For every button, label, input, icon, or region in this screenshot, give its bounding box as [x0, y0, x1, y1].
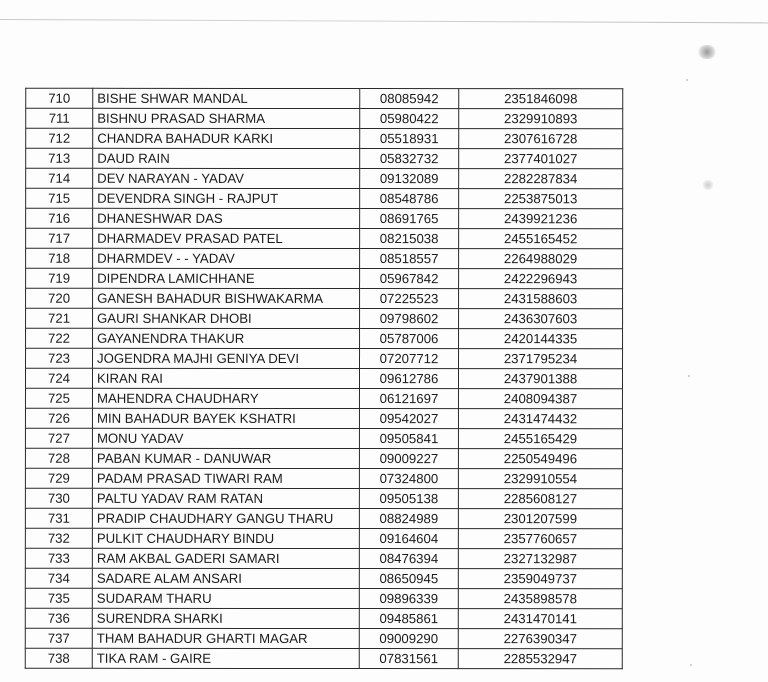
- code-cell: 09009227: [359, 449, 458, 469]
- serial-number-cell: 718: [26, 248, 93, 268]
- number-cell: 2455165429: [458, 429, 622, 449]
- name-cell: THAM BAHADUR GHARTI MAGAR: [92, 628, 359, 648]
- name-cell: PRADIP CHAUDHARY GANGU THARU: [92, 508, 359, 528]
- table-row: [25, 528, 622, 549]
- serial-number-cell: 736: [25, 608, 92, 628]
- code-cell: 08518557: [360, 249, 459, 269]
- table-row: [25, 388, 622, 409]
- table-row: [25, 568, 622, 589]
- name-cell: DEV NARAYAN - YADAV: [93, 168, 360, 188]
- serial-number-cell: 719: [26, 268, 93, 288]
- table-row: [26, 88, 623, 109]
- table-row: [26, 228, 623, 249]
- number-cell: 2408094387: [458, 389, 622, 409]
- number-cell: 2455165452: [459, 229, 623, 249]
- serial-number-cell: 733: [25, 548, 92, 568]
- serial-number-cell: 737: [25, 628, 92, 648]
- table-row: [25, 368, 622, 389]
- code-cell: 06121697: [359, 389, 458, 409]
- table-row: [25, 428, 622, 449]
- name-cell: SURENDRA SHARKI: [92, 608, 359, 628]
- name-cell: DAUD RAIN: [93, 148, 360, 168]
- name-cell: PULKIT CHAUDHARY BINDU: [92, 528, 359, 548]
- code-cell: 05967842: [360, 269, 459, 289]
- serial-number-cell: 726: [25, 408, 92, 428]
- number-cell: 2431474432: [458, 409, 622, 429]
- scan-speck: [690, 664, 692, 666]
- code-cell: 08650945: [359, 569, 458, 589]
- serial-number-cell: 722: [26, 328, 93, 348]
- number-cell: 2371795234: [459, 349, 623, 369]
- table-row: [25, 448, 622, 469]
- number-cell: 2436307603: [459, 309, 623, 329]
- name-cell: GAURI SHANKAR DHOBI: [93, 308, 360, 328]
- serial-number-cell: 738: [25, 648, 92, 668]
- code-cell: 07225523: [360, 289, 459, 309]
- serial-number-cell: 721: [26, 308, 93, 328]
- serial-number-cell: 713: [26, 148, 93, 168]
- code-cell: 08085942: [360, 89, 459, 109]
- name-cell: PABAN KUMAR - DANUWAR: [92, 448, 359, 468]
- name-cell: DEVENDRA SINGH - RAJPUT: [93, 188, 360, 208]
- name-cell: SADARE ALAM ANSARI: [92, 568, 359, 588]
- scan-page-edge: [0, 19, 768, 23]
- table-row: [26, 188, 623, 209]
- serial-number-cell: 729: [25, 468, 92, 488]
- code-cell: 07831561: [359, 649, 458, 669]
- code-cell: 08824989: [359, 509, 458, 529]
- code-cell: 09612786: [359, 369, 458, 389]
- name-cell: DHARMADEV PRASAD PATEL: [93, 228, 360, 248]
- code-cell: 08548786: [360, 189, 459, 209]
- code-cell: 09896339: [359, 589, 458, 609]
- table-row: [26, 168, 623, 189]
- name-cell: KIRAN RAI: [92, 368, 359, 388]
- table-row: [25, 548, 622, 569]
- serial-number-cell: 727: [25, 428, 92, 448]
- table-row: [25, 508, 622, 529]
- number-cell: 2420144335: [459, 329, 623, 349]
- serial-number-cell: 730: [25, 488, 92, 508]
- table-row: [25, 648, 622, 669]
- table-row: [26, 288, 623, 309]
- code-cell: 09164604: [359, 529, 458, 549]
- table-row: [25, 628, 622, 649]
- serial-number-cell: 734: [25, 568, 92, 588]
- number-cell: 2359049737: [458, 569, 622, 589]
- table-row: [26, 248, 623, 269]
- name-cell: GANESH BAHADUR BISHWAKARMA: [93, 288, 360, 308]
- number-cell: 2431588603: [459, 289, 623, 309]
- table-row: [26, 268, 623, 289]
- table-row: [25, 488, 622, 509]
- number-cell: 2253875013: [459, 189, 623, 209]
- serial-number-cell: 715: [26, 188, 93, 208]
- number-cell: 2431470141: [458, 609, 622, 629]
- code-cell: 08691765: [360, 209, 459, 229]
- code-cell: 05980422: [360, 109, 459, 129]
- serial-number-cell: 714: [26, 168, 93, 188]
- records-table-body: [25, 88, 623, 669]
- serial-number-cell: 725: [25, 388, 92, 408]
- number-cell: 2285608127: [458, 489, 622, 509]
- serial-number-cell: 728: [25, 448, 92, 468]
- serial-number-cell: 723: [26, 348, 93, 368]
- number-cell: 2351846098: [459, 89, 623, 109]
- name-cell: CHANDRA BAHADUR KARKI: [93, 128, 360, 148]
- table-row: [26, 348, 623, 369]
- serial-number-cell: 720: [26, 288, 93, 308]
- serial-number-cell: 724: [25, 368, 92, 388]
- table-row: [25, 408, 622, 429]
- code-cell: 07207712: [360, 349, 459, 369]
- number-cell: 2250549496: [458, 449, 622, 469]
- table-row: [25, 608, 622, 629]
- name-cell: SUDARAM THARU: [92, 588, 359, 608]
- records-table: [25, 88, 624, 670]
- code-cell: 09132089: [360, 169, 459, 189]
- code-cell: 05832732: [360, 149, 459, 169]
- scan-smudge: [702, 180, 714, 190]
- code-cell: 09485861: [359, 609, 458, 629]
- number-cell: 2329910554: [458, 469, 622, 489]
- name-cell: DHARMDEV - - YADAV: [93, 248, 360, 268]
- code-cell: 05787006: [360, 329, 459, 349]
- name-cell: BISHNU PRASAD SHARMA: [93, 108, 360, 128]
- code-cell: 08215038: [360, 229, 459, 249]
- name-cell: DIPENDRA LAMICHHANE: [93, 268, 360, 288]
- number-cell: 2329910893: [459, 109, 623, 129]
- name-cell: MIN BAHADUR BAYEK KSHATRI: [92, 408, 359, 428]
- table-row: [26, 108, 623, 129]
- code-cell: 08476394: [359, 549, 458, 569]
- number-cell: 2435898578: [458, 589, 622, 609]
- number-cell: 2307616728: [459, 129, 623, 149]
- number-cell: 2422296943: [459, 269, 623, 289]
- name-cell: MAHENDRA CHAUDHARY: [92, 388, 359, 408]
- serial-number-cell: 732: [25, 528, 92, 548]
- code-cell: 09505841: [359, 429, 458, 449]
- name-cell: RAM AKBAL GADERI SAMARI: [92, 548, 359, 568]
- serial-number-cell: 716: [26, 208, 93, 228]
- number-cell: 2282287834: [459, 169, 623, 189]
- serial-number-cell: 710: [26, 88, 93, 108]
- name-cell: PALTU YADAV RAM RATAN: [92, 488, 359, 508]
- number-cell: 2264988029: [459, 249, 623, 269]
- name-cell: MONU YADAV: [92, 428, 359, 448]
- number-cell: 2327132987: [458, 549, 622, 569]
- table-row: [26, 208, 623, 229]
- number-cell: 2285532947: [458, 649, 622, 669]
- table-row: [25, 588, 622, 609]
- code-cell: 09505138: [359, 489, 458, 509]
- table-row: [26, 328, 623, 349]
- serial-number-cell: 735: [25, 588, 92, 608]
- serial-number-cell: 711: [26, 108, 93, 128]
- name-cell: GAYANENDRA THAKUR: [93, 328, 360, 348]
- number-cell: 2439921236: [459, 209, 623, 229]
- table-row: [26, 308, 623, 329]
- number-cell: 2437901388: [458, 369, 622, 389]
- code-cell: 05518931: [360, 129, 459, 149]
- number-cell: 2357760657: [458, 529, 622, 549]
- scan-smudge: [697, 45, 717, 59]
- name-cell: PADAM PRASAD TIWARI RAM: [92, 468, 359, 488]
- serial-number-cell: 717: [26, 228, 93, 248]
- code-cell: 09798602: [360, 309, 459, 329]
- number-cell: 2301207599: [458, 509, 622, 529]
- table-row: [26, 148, 623, 169]
- number-cell: 2377401027: [459, 149, 623, 169]
- table-row: [25, 468, 622, 489]
- scan-speck: [686, 79, 688, 81]
- number-cell: 2276390347: [458, 629, 622, 649]
- table-row: [26, 128, 623, 149]
- serial-number-cell: 712: [26, 128, 93, 148]
- name-cell: DHANESHWAR DAS: [93, 208, 360, 228]
- code-cell: 07324800: [359, 469, 458, 489]
- name-cell: TIKA RAM - GAIRE: [92, 648, 359, 668]
- name-cell: JOGENDRA MAJHI GENIYA DEVI: [93, 348, 360, 368]
- scan-speck: [688, 375, 690, 377]
- serial-number-cell: 731: [25, 508, 92, 528]
- code-cell: 09009290: [359, 629, 458, 649]
- name-cell: BISHE SHWAR MANDAL: [93, 88, 360, 108]
- code-cell: 09542027: [359, 409, 458, 429]
